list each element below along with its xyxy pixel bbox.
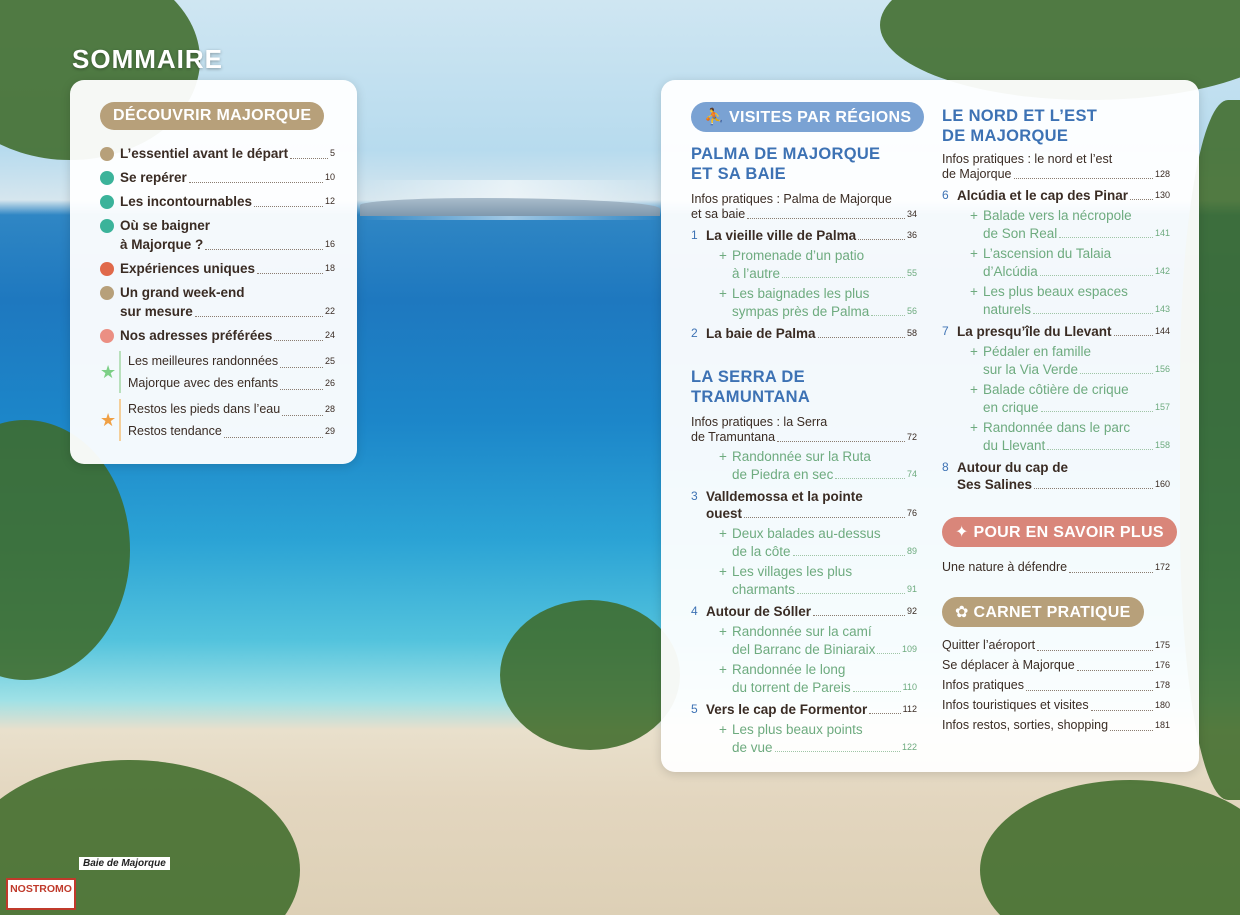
list-item[interactable]: Infos touristiques et visites 180 bbox=[942, 698, 1170, 712]
sub-entry[interactable]: + Pédaler en famille sur la Via Verde 156 bbox=[970, 344, 1170, 377]
regions-card bbox=[661, 80, 1199, 772]
list-item[interactable]: Nos adresses préférées 24 bbox=[100, 326, 335, 345]
intro-item[interactable]: Infos pratiques : le nord et l’est de Majorque 128 bbox=[942, 152, 1170, 181]
discover-list bbox=[100, 144, 335, 442]
sub-entry[interactable]: + Deux balades au-dessus de la côte 89 bbox=[719, 526, 917, 559]
chapter-entry[interactable]: 8 Autour du cap de Ses Salines 160 bbox=[942, 460, 1170, 492]
chapter-entry[interactable]: 5 Vers le cap de Formentor 112 bbox=[691, 702, 917, 717]
sub-entry[interactable]: + Balade côtière de crique en crique 157 bbox=[970, 382, 1170, 415]
sub-entry[interactable]: + Les villages les plus charmants 91 bbox=[719, 564, 917, 597]
page-title: SOMMAIRE bbox=[72, 44, 223, 74]
bullet-icon bbox=[100, 262, 114, 276]
sub-entry[interactable]: + L’ascension du Talaia d’Alcúdia 142 bbox=[970, 246, 1170, 279]
tree-foliage bbox=[980, 780, 1240, 915]
star-icon: ★ bbox=[100, 362, 117, 382]
carnet-section bbox=[942, 597, 1170, 735]
discover-header: DÉCOUVRIR MAJORQUE bbox=[100, 102, 324, 130]
list-item[interactable]: Les incontournables 12 bbox=[100, 192, 335, 211]
intro-item[interactable]: Infos pratiques : Palma de Majorque et sa baie 34 bbox=[691, 192, 917, 221]
sparkle-icon: ✦ bbox=[955, 524, 969, 541]
bullet-icon bbox=[100, 195, 114, 209]
chapter-entry[interactable]: 7 La presqu’île du Llevant 144 bbox=[942, 324, 1170, 339]
list-item[interactable]: Un grand week-end sur mesure 22 bbox=[100, 283, 335, 321]
bullet-icon bbox=[100, 147, 114, 161]
tree-foliage bbox=[500, 600, 680, 750]
list-item[interactable]: Infos pratiques 178 bbox=[942, 678, 1170, 692]
sub-entry[interactable]: + Randonnée dans le parc du Llevant 158 bbox=[970, 420, 1170, 453]
chapter-entry[interactable]: 3 Valldemossa et la pointe ouest 76 bbox=[691, 489, 917, 521]
bullet-icon bbox=[100, 219, 114, 233]
region-title: PALMA DE MAJORQUE bbox=[691, 145, 881, 163]
publisher-logo: NOSTROMO bbox=[6, 878, 76, 910]
chapter-entry[interactable]: 2 La baie de Palma 58 bbox=[691, 326, 917, 341]
list-item[interactable]: Infos restos, sorties, shopping 181 bbox=[942, 718, 1170, 732]
sub-entry[interactable]: + Randonnée sur la Ruta de Piedra en sec 74 bbox=[719, 449, 917, 482]
carnet-header: ✿ CARNET PRATIQUE bbox=[942, 597, 1144, 627]
star-icon: ★ bbox=[100, 410, 117, 430]
regions-column-2 bbox=[942, 102, 1170, 735]
discover-card bbox=[70, 80, 357, 464]
nord-section bbox=[942, 106, 1170, 493]
region-title: LE NORD ET L’EST bbox=[942, 107, 1098, 125]
list-item[interactable]: Où se baigner à Majorque ? 16 bbox=[100, 216, 335, 254]
sub-entry[interactable]: + Promenade d’un patio à l’autre 55 bbox=[719, 248, 917, 281]
region-title: ET SA BAIE bbox=[691, 165, 786, 183]
list-item[interactable]: Se déplacer à Majorque 176 bbox=[942, 658, 1170, 672]
photo-caption: Baie de Majorque bbox=[79, 857, 170, 870]
hikes-group bbox=[100, 350, 335, 394]
serra-section bbox=[691, 367, 917, 756]
visites-header: ⛹ VISITES PAR RÉGIONS bbox=[691, 102, 924, 132]
list-item[interactable]: Quitter l’aéroport 175 bbox=[942, 638, 1170, 652]
chapter-entry[interactable]: 4 Autour de Sóller 92 bbox=[691, 604, 917, 619]
savoir-header: ✦ POUR EN SAVOIR PLUS bbox=[942, 517, 1177, 547]
region-title: LA SERRA DE bbox=[691, 368, 805, 386]
palma-section bbox=[691, 144, 917, 342]
list-item[interactable]: Majorque avec des enfants 26 bbox=[128, 376, 335, 390]
list-item[interactable]: Expériences uniques 18 bbox=[100, 259, 335, 278]
sub-entry[interactable]: + Randonnée sur la camí del Barranc de Biniaraix 109 bbox=[719, 624, 917, 657]
sub-entry[interactable]: + Les baignades les plus sympas près de Palma 56 bbox=[719, 286, 917, 319]
region-title: TRAMUNTANA bbox=[691, 388, 811, 406]
list-item[interactable]: Restos les pieds dans l’eau 28 bbox=[128, 402, 335, 416]
region-title: DE MAJORQUE bbox=[942, 127, 1069, 145]
list-item[interactable]: Se repérer 10 bbox=[100, 168, 335, 187]
savoir-section bbox=[942, 517, 1170, 577]
bullet-icon bbox=[100, 329, 114, 343]
regions-column-1 bbox=[691, 102, 917, 756]
bullet-icon bbox=[100, 286, 114, 300]
chapter-entry[interactable]: 1 La vieille ville de Palma 36 bbox=[691, 228, 917, 243]
sub-entry[interactable]: + Randonnée le long du torrent de Pareis 110 bbox=[719, 662, 917, 695]
restos-group bbox=[100, 398, 335, 442]
gear-icon: ✿ bbox=[955, 604, 969, 621]
sub-entry[interactable]: + Les plus beaux espaces naturels 143 bbox=[970, 284, 1170, 317]
distant-coast bbox=[360, 198, 660, 216]
sub-entry[interactable]: + Balade vers la nécropole de Son Real 141 bbox=[970, 208, 1170, 241]
list-item[interactable]: Restos tendance 29 bbox=[128, 424, 335, 438]
list-item[interactable]: L’essentiel avant le départ 5 bbox=[100, 144, 335, 163]
sub-entry[interactable]: + Les plus beaux points de vue 122 bbox=[719, 722, 917, 755]
list-item[interactable]: Les meilleures randonnées 25 bbox=[128, 354, 335, 368]
chapter-entry[interactable]: 6 Alcúdia et le cap des Pinar 130 bbox=[942, 188, 1170, 203]
bullet-icon bbox=[100, 171, 114, 185]
walker-icon: ⛹ bbox=[704, 109, 725, 126]
list-item[interactable]: Une nature à défendre 172 bbox=[942, 560, 1170, 574]
intro-item[interactable]: Infos pratiques : la Serra de Tramuntana 72 bbox=[691, 415, 917, 444]
